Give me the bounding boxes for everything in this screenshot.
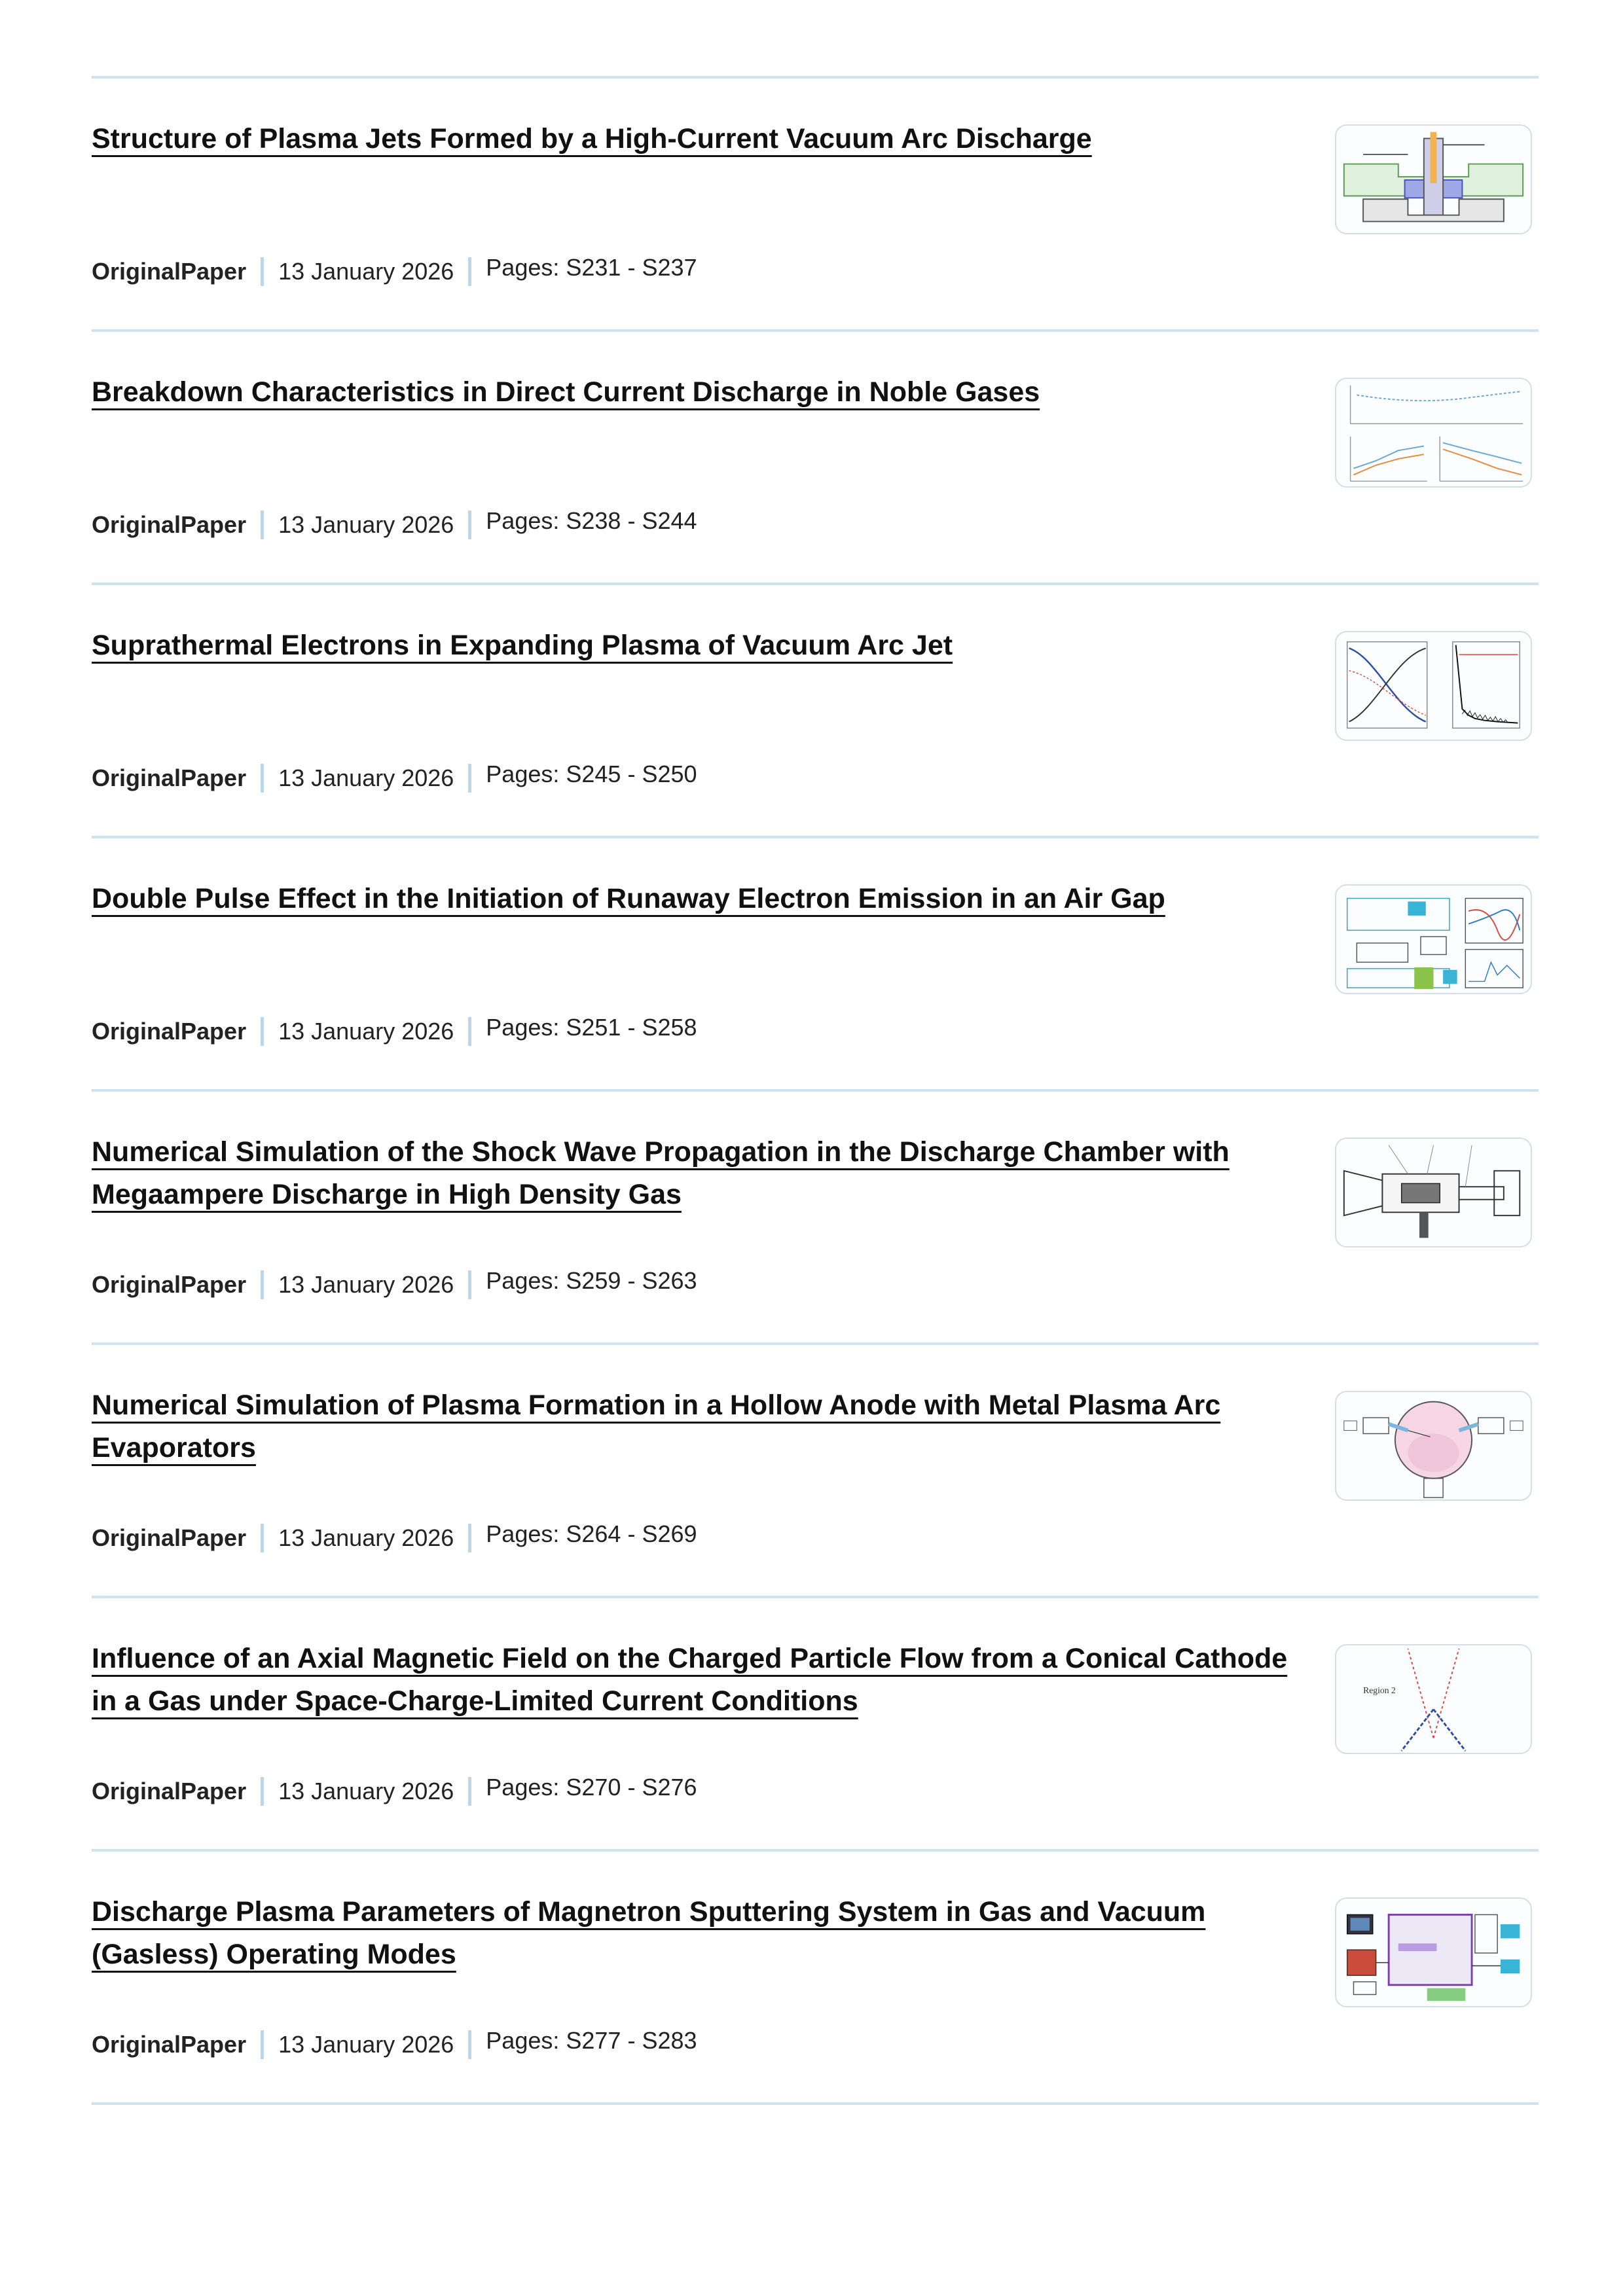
publication-date: 13 January 2026 (278, 764, 454, 791)
conical-cathode-diagram-icon (1336, 1645, 1531, 1753)
publication-date: 13 January 2026 (278, 1524, 454, 1551)
article-title (92, 1384, 1303, 1469)
separator (468, 2030, 471, 2059)
content-type: OriginalPaper (92, 1524, 247, 1551)
article-title-link[interactable]: Breakdown Characteristics in Direct Current Discharge in Noble Gases (92, 376, 1040, 408)
separator (468, 1270, 471, 1299)
page-range: Pages: S264 - S269 (486, 1520, 697, 1547)
separator (261, 1777, 264, 1806)
article-title-link[interactable]: Numerical Simulation of Plasma Formation in a Hollow Anode with Metal Plasma Arc Evaporators (92, 1390, 1221, 1463)
separator (261, 1524, 264, 1552)
hollow-anode-diagram-icon (1336, 1392, 1531, 1499)
article-item (92, 838, 1539, 1089)
article-meta (92, 255, 697, 288)
article-title (92, 624, 1303, 667)
separator (261, 1017, 264, 1046)
apparatus-diagram-icon (1336, 126, 1531, 233)
content-type: OriginalPaper (92, 2031, 247, 2058)
separator (261, 511, 264, 539)
article-meta (92, 1268, 697, 1301)
separator (468, 764, 471, 793)
article-title-link[interactable]: Suprathermal Electrons in Expanding Plasma of Vacuum Arc Jet (92, 630, 953, 661)
content-type: OriginalPaper (92, 1778, 247, 1804)
article-thumbnail[interactable] (1335, 124, 1532, 234)
article-meta (92, 1522, 697, 1554)
publication-date: 13 January 2026 (278, 1271, 454, 1298)
article-title-link[interactable]: Structure of Plasma Jets Formed by a High-Current Vacuum Arc Discharge (92, 123, 1092, 154)
publication-date: 13 January 2026 (278, 1778, 454, 1804)
page-range: Pages: S231 - S237 (486, 254, 697, 281)
article-thumbnail[interactable] (1335, 631, 1532, 741)
page-range: Pages: S259 - S263 (486, 1267, 697, 1294)
thumbnail-label: Region 2 (1363, 1685, 1396, 1696)
article-thumbnail[interactable] (1335, 1897, 1532, 2007)
article-item (92, 1852, 1539, 2102)
article-title (92, 1891, 1303, 1976)
separator (468, 257, 471, 286)
publication-date: 13 January 2026 (278, 511, 454, 538)
article-meta (92, 2028, 697, 2061)
article-item (92, 1092, 1539, 1342)
article-item (92, 585, 1539, 836)
publication-date: 13 January 2026 (278, 2031, 454, 2058)
article-thumbnail[interactable] (1335, 1644, 1532, 1754)
content-type: OriginalPaper (92, 1018, 247, 1045)
article-title (92, 371, 1303, 414)
publication-date: 13 January 2026 (278, 258, 454, 285)
circuit-diagram-icon (1336, 886, 1531, 993)
content-type: OriginalPaper (92, 511, 247, 538)
chamber-diagram-icon (1336, 1139, 1531, 1246)
content-type: OriginalPaper (92, 1271, 247, 1298)
article-title (92, 1131, 1303, 1216)
article-item (92, 332, 1539, 583)
article-thumbnail[interactable] (1335, 1138, 1532, 1247)
separator (468, 1524, 471, 1552)
article-title-link[interactable]: Numerical Simulation of the Shock Wave Propagation in the Discharge Chamber with Megaampere Discharge in High Density Gas (92, 1136, 1230, 1210)
article-item (92, 1598, 1539, 1849)
article-item (92, 79, 1539, 329)
magnetron-setup-icon (1336, 1899, 1531, 2006)
article-title-link[interactable]: Influence of an Axial Magnetic Field on the Charged Particle Flow from a Conical Cathode in a Gas under Space-Charge-Limited Current Conditions (92, 1643, 1288, 1717)
article-meta (92, 1775, 697, 1808)
separator (468, 1017, 471, 1046)
dual-plot-icon (1336, 632, 1531, 740)
page-range: Pages: S277 - S283 (486, 2027, 697, 2054)
article-meta (92, 762, 697, 795)
article-title (92, 878, 1303, 920)
article-title (92, 118, 1303, 160)
page-range: Pages: S270 - S276 (486, 1774, 697, 1801)
page-range: Pages: S238 - S244 (486, 507, 697, 534)
separator (261, 257, 264, 286)
separator (468, 511, 471, 539)
article-thumbnail[interactable] (1335, 884, 1532, 994)
line-plot-icon (1336, 379, 1531, 486)
article-meta (92, 1015, 697, 1048)
divider (92, 2102, 1539, 2105)
publication-date: 13 January 2026 (278, 1018, 454, 1045)
separator (261, 1270, 264, 1299)
content-type: OriginalPaper (92, 258, 247, 285)
separator (261, 764, 264, 793)
content-type: OriginalPaper (92, 764, 247, 791)
article-title-link[interactable]: Discharge Plasma Parameters of Magnetron Sputtering System in Gas and Vacuum (Gasless) Operating Modes (92, 1896, 1206, 1970)
article-title (92, 1638, 1303, 1723)
page-range: Pages: S251 - S258 (486, 1014, 697, 1041)
page-range: Pages: S245 - S250 (486, 761, 697, 787)
article-list (92, 76, 1539, 2105)
article-item (92, 1345, 1539, 1596)
separator (261, 2030, 264, 2059)
article-thumbnail[interactable] (1335, 378, 1532, 488)
article-title-link[interactable]: Double Pulse Effect in the Initiation of Runaway Electron Emission in an Air Gap (92, 883, 1165, 914)
article-thumbnail[interactable] (1335, 1391, 1532, 1501)
separator (468, 1777, 471, 1806)
article-meta (92, 509, 697, 541)
